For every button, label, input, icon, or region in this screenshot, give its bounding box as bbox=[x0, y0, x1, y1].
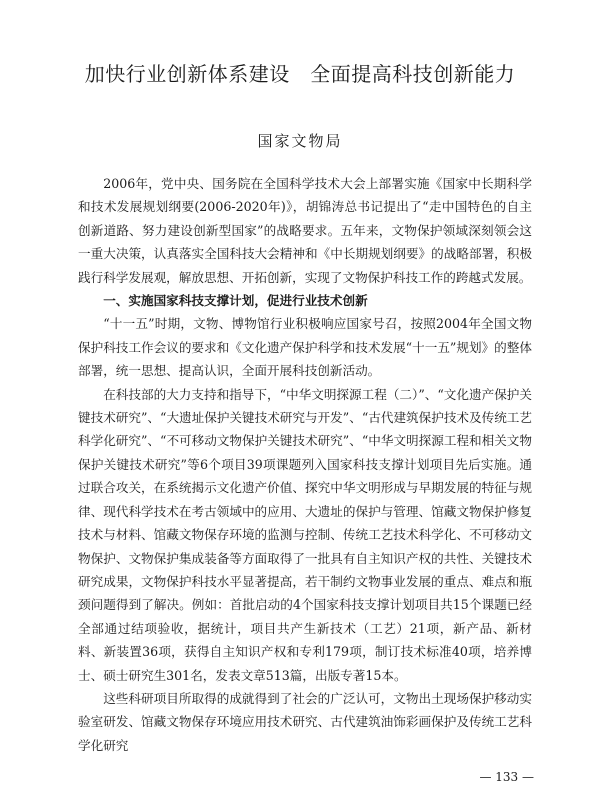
section-heading: 一、实施国家科技支撑计划，促进行业技术创新 bbox=[103, 293, 368, 309]
article-author: 国家文物局 bbox=[257, 132, 343, 150]
page-number: — 133 — bbox=[479, 770, 534, 784]
paragraph-intro: 2006年，党中央、国务院在全国科学技术大会上部署实施《国家中长期科学和技术发展规划纲要(2006-2020年)》，胡锦涛总书记提出了“走中国特色的自主创新道路、努力建设创新型国家”的战略要求。五年来，文物保护领域深刻领会这一重大决策，认真落实全国科技大会精神和《中长期规划纲要》的战略部署，积极践行科学发展观，解放思想、开拓创新，实现了文物保护科技工作的跨越式发展。 bbox=[78, 176, 532, 285]
paragraph-support-projects: 在科技部的大力支持和指导下，“中华文明探源工程（二）”、“文化遗产保护关键技术研究”、“大遗址保护关键技术研究与开发”、“古代建筑保护技术及传统工艺科学化研究”、“不可移动文物保护关键技术研究”、“中华文明探源工程和相关文物保护关键技术研究”等6个项目39项课题列入国家科技支撑计划项目先后实施。通过联合攻关，在系统揭示文化遗产价值、探究中华文明形成与早期发展的特征与规律、现代科学技术在考古领域中的应用、大遗址的保护与管理、馆藏文物保护修复技术与材料、馆藏文物保存环境的监测与控制、传统工艺技术科学化、不可移动文物保护、文物保护集成装备等方面取得了一批具有自主知识产权的共性、关键技术研究成果，文物保护科技水平显著提高，若干制约文物事业发展的重点、难点和瓶颈问题得到了解决。例如：首批启动的4个国家科技支撑计划项目共15个课题已经全部通过结项验收，据统计，项目共产生新技术（工艺）21项，新产品、新材料、新装置36项，获得自主知识产权和专利179项，制订技术标准40项，培养博士、硕士研究生301名，发表文章513篇，出版专著15本。 bbox=[78, 386, 532, 683]
article-body bbox=[78, 172, 532, 757]
article-title: 加快行业创新体系建设 全面提高科技创新能力 bbox=[84, 62, 516, 86]
paragraph-achievements: 这些科研项目所取得的成就得到了社会的广泛认可，文物出土现场保护移动实验室研发、馆藏文物保存环境应用技术研究、古代建筑油饰彩画保护及传统工艺科学化研究 bbox=[78, 690, 532, 753]
paragraph-11th-five-year: “十一五”时期，文物、博物馆行业积极响应国家号召，按照2004年全国文物保护科技工作会议的要求和《文化遗产保护科学和技术发展“十一五”规划》的整体部署，统一思想、提高认识，全面开展科技创新活动。 bbox=[78, 316, 532, 379]
